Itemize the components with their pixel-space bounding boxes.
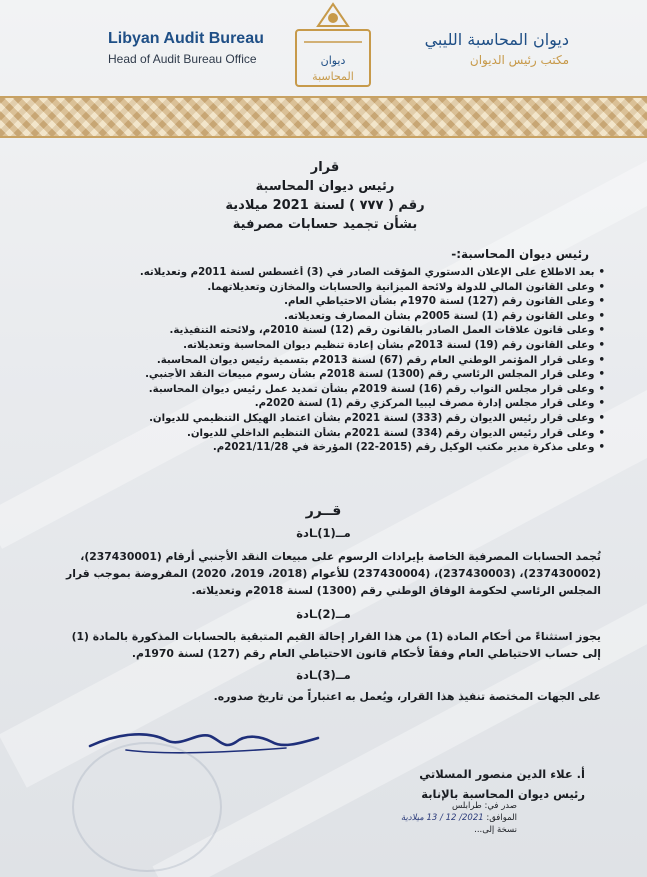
- preamble-list: [45, 266, 605, 456]
- article-line: تُجمد الحسابات المصرفية الخاصة بإيرادات الرسوم على مبيعات النقد الأجنبي أرقام (237430001)،: [80, 550, 601, 563]
- ornamental-band: [0, 96, 647, 138]
- preamble-item: • وعلى القانون رقم (19) لسنة 2013م بشأن إعادة تنظيم ديوان المحاسبة وتعديلاته.: [45, 339, 605, 354]
- preamble-item: • بعد الاطلاع على الإعلان الدستوري المؤقت الصادر في (3) أغسطس لسنة 2011م وتعديلاته.: [45, 266, 605, 281]
- article-line: يجوز استثناءً من أحكام المادة (1) من هذا القرار إحالة القيم المتبقية بالحسابات المذكورة بالمادة (1): [71, 630, 601, 643]
- preamble-item: • وعلى قرار رئيس الديوان رقم (333) لسنة 2021م بشأن اعتماد الهيكل التنظيمي للديوان.: [45, 412, 605, 427]
- preamble-item: • وعلى القانون المالي للدولة ولائحة الميزانية والحسابات والمخازن وتعديلاتهما.: [45, 281, 605, 296]
- org-name-ar: ديوان المحاسبة الليبي: [424, 30, 569, 49]
- preamble-item: • وعلى قرار رئيس الديوان رقم (334) لسنة 2021م بشأن التنظيم الداخلي للديوان.: [45, 427, 605, 442]
- copy-note: نسخة إلى...: [474, 825, 517, 835]
- article-line: على الجهات المختصة تنفيذ هذا القرار، ويُعمل به اعتباراً من تاريخ صدوره.: [213, 690, 601, 703]
- preamble-item: • وعلى قرار المجلس الرئاسي رقم (1300) لسنة 2018م بشأن رسوم مبيعات النقد الأجنبي.: [45, 368, 605, 383]
- date-label: الموافق:: [486, 813, 517, 823]
- org-name-en: Libyan Audit Bureau: [108, 30, 264, 47]
- preamble-item: • وعلى القانون رقم (127) لسنة 1970م بشأن الاحتياطي العام.: [45, 295, 605, 310]
- issued-date: [377, 812, 517, 824]
- svg-text:المحاسبة: المحاسبة: [312, 70, 354, 83]
- article-3-heading: مــ(3)ـادة: [296, 668, 351, 682]
- preamble-item: • وعلى القانون رقم (1) لسنة 2005م بشأن المصارف وتعديلاته.: [45, 310, 605, 325]
- signatory-name: أ. علاء الدين منصور المسلاتي: [419, 767, 585, 781]
- issuance-footer: [377, 800, 517, 836]
- office-name-en: Head of Audit Bureau Office: [108, 52, 257, 66]
- article-2-text: [56, 628, 601, 662]
- decision-title: [180, 158, 470, 234]
- brand-english: [108, 30, 308, 66]
- preamble-item: • وعلى مذكرة مدير مكتب الوكيل رقم (2015-22) المؤرخة في 2021/11/28م.: [45, 441, 605, 456]
- audit-bureau-logo: [290, 2, 376, 90]
- decides-heading: قــرر: [305, 503, 342, 519]
- article-1-heading: مــ(1)ـادة: [296, 526, 351, 540]
- decision-subject: بشأن تجميد حسابات مصرفية: [232, 217, 418, 232]
- official-stamp: [72, 742, 222, 872]
- decision-issuer: رئيس ديوان المحاسبة: [255, 179, 395, 194]
- date-value: 2021/ 12 / 13 ميلادية: [400, 813, 484, 823]
- issued-place: صدر في: طرابلس: [451, 801, 517, 811]
- preamble-item: • وعلى قانون علاقات العمل الصادر بالقانون رقم (12) لسنة 2010م، ولائحته التنفيذية.: [45, 324, 605, 339]
- decision-label: قرار: [310, 160, 340, 175]
- office-name-ar: مكتب رئيس الديوان: [469, 53, 569, 67]
- svg-text:ديوان: ديوان: [320, 54, 346, 67]
- article-3-text: [56, 688, 601, 705]
- addressee: رئيس ديوان المحاسبة:-: [451, 247, 589, 261]
- decision-number: رقم ( ٧٧٧ ) لسنة 2021 ميلادية: [225, 198, 425, 213]
- preamble-item: • وعلى قرار المؤتمر الوطني العام رقم (67) لسنة 2013م بتسمية رئيس ديوان المحاسبة.: [45, 354, 605, 369]
- brand-arabic: [369, 30, 569, 67]
- article-line: (237430002)، (237430003)، (237430004) للأعوام (2018، 2019، 2020) المفروضة بموجب قرار: [66, 567, 601, 580]
- preamble-item: • وعلى قرار مجلس النواب رقم (16) لسنة 2019م بشأن تمديد عمل رئيس ديوان المحاسبة.: [45, 383, 605, 398]
- letterhead: [0, 0, 647, 95]
- article-line: المجلس الرئاسي لحكومة الوفاق الوطني رقم (1300) لسنة 2018م وتعديلاته.: [191, 584, 601, 597]
- preamble-item: • وعلى قرار مجلس إدارة مصرف ليبيا المركزي رقم (1) لسنة 2020م.: [45, 397, 605, 412]
- article-1-text: [56, 548, 601, 599]
- article-line: إلى حساب الاحتياطي العام وفقاً لأحكام قانون الاحتياطي العام رقم (127) لسنة 1970م.: [131, 647, 601, 660]
- article-2-heading: مــ(2)ـادة: [296, 607, 351, 621]
- signatory-title: رئيس ديوان المحاسبة بالإنابة: [421, 787, 585, 801]
